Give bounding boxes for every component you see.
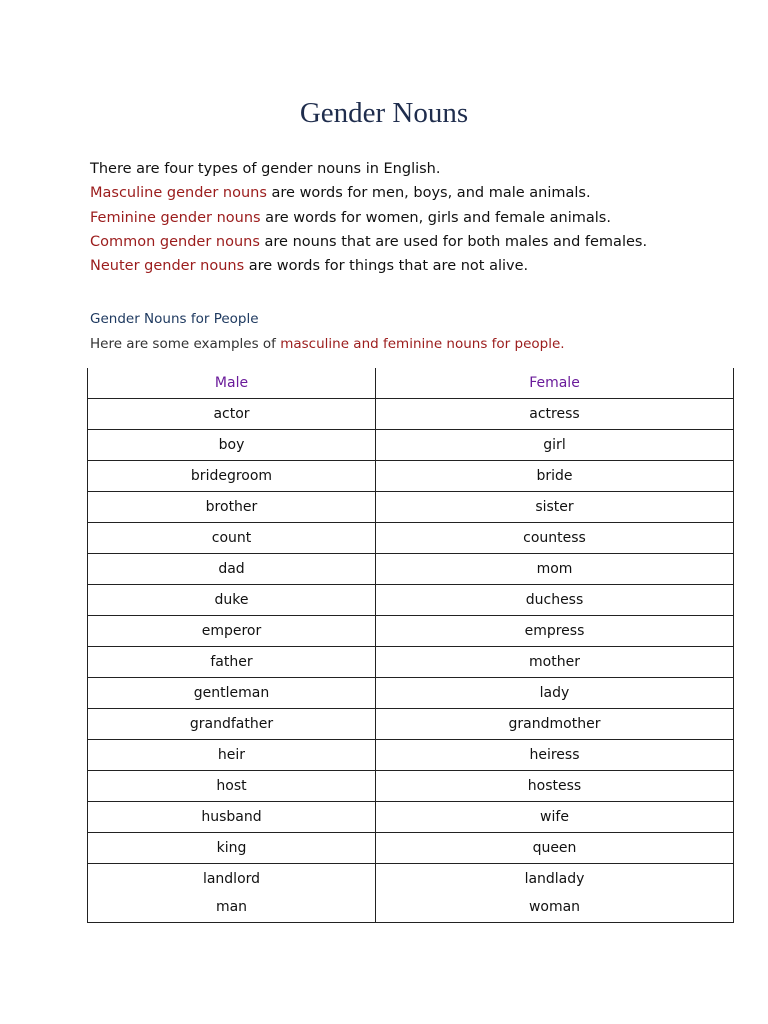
table-row bbox=[88, 771, 734, 802]
male-cell: duke bbox=[88, 585, 376, 616]
table-row bbox=[88, 802, 734, 833]
table-row bbox=[88, 523, 734, 554]
female-cell: girl bbox=[376, 430, 734, 461]
male-cell: heir bbox=[88, 740, 376, 771]
neuter-definition bbox=[90, 254, 750, 278]
section-subtitle-highlight: masculine and feminine nouns for people. bbox=[280, 336, 565, 352]
male-cell: emperor bbox=[88, 616, 376, 647]
masculine-term: Masculine gender nouns bbox=[90, 185, 267, 202]
gender-nouns-table bbox=[87, 368, 734, 923]
male-cell: king bbox=[88, 833, 376, 864]
table-header-row bbox=[88, 368, 734, 399]
female-cell: empress bbox=[376, 616, 734, 647]
male-cell: dad bbox=[88, 554, 376, 585]
table-row bbox=[88, 616, 734, 647]
male-cell: grandfather bbox=[88, 709, 376, 740]
female-cell: mom bbox=[376, 554, 734, 585]
table-row bbox=[88, 709, 734, 740]
female-cell: bride bbox=[376, 461, 734, 492]
neuter-desc: are words for things that are not alive. bbox=[244, 258, 529, 275]
section-heading: Gender Nouns for People bbox=[90, 311, 259, 327]
male-cell: host bbox=[88, 771, 376, 802]
table-row bbox=[88, 430, 734, 461]
table-row bbox=[88, 864, 734, 923]
female-cell: grandmother bbox=[376, 709, 734, 740]
female-cell: wife bbox=[376, 802, 734, 833]
male-word: landlord bbox=[202, 871, 261, 887]
section-subtitle bbox=[90, 334, 565, 354]
table-row bbox=[88, 461, 734, 492]
female-cell: queen bbox=[376, 833, 734, 864]
table-row bbox=[88, 678, 734, 709]
table-row bbox=[88, 833, 734, 864]
feminine-desc: are words for women, girls and female animals. bbox=[260, 209, 611, 226]
female-cell: hostess bbox=[376, 771, 734, 802]
header-female: Female bbox=[376, 368, 734, 399]
female-cell: sister bbox=[376, 492, 734, 523]
male-word: man bbox=[215, 899, 248, 915]
neuter-term: Neuter gender nouns bbox=[90, 258, 245, 275]
intro-line: There are four types of gender nouns in English. bbox=[90, 161, 441, 177]
common-desc: are nouns that are used for both males and females. bbox=[259, 233, 648, 250]
male-cell bbox=[88, 864, 376, 923]
male-cell: gentleman bbox=[88, 678, 376, 709]
feminine-term: Feminine gender nouns bbox=[90, 209, 261, 226]
male-cell: husband bbox=[88, 802, 376, 833]
female-cell: mother bbox=[376, 647, 734, 678]
female-cell: lady bbox=[376, 678, 734, 709]
male-cell: count bbox=[88, 523, 376, 554]
masculine-desc: are words for men, boys, and male animals. bbox=[266, 185, 591, 202]
female-cell bbox=[376, 864, 734, 923]
female-cell: duchess bbox=[376, 585, 734, 616]
common-term: Common gender nouns bbox=[90, 233, 260, 250]
male-cell: bridegroom bbox=[88, 461, 376, 492]
male-cell: brother bbox=[88, 492, 376, 523]
page-title: Gender Nouns bbox=[299, 97, 469, 129]
header-male: Male bbox=[88, 368, 376, 399]
female-cell: countess bbox=[376, 523, 734, 554]
intro-paragraph bbox=[90, 157, 750, 278]
female-word: landlady bbox=[524, 871, 585, 887]
table-row bbox=[88, 554, 734, 585]
male-cell: boy bbox=[88, 430, 376, 461]
female-word: woman bbox=[528, 899, 581, 915]
table-row bbox=[88, 740, 734, 771]
table-row bbox=[88, 647, 734, 678]
male-cell: actor bbox=[88, 399, 376, 430]
feminine-definition bbox=[90, 206, 750, 230]
female-cell: heiress bbox=[376, 740, 734, 771]
male-cell: father bbox=[88, 647, 376, 678]
table-row bbox=[88, 399, 734, 430]
table-row bbox=[88, 492, 734, 523]
masculine-definition bbox=[90, 181, 750, 205]
common-definition bbox=[90, 230, 750, 254]
section-subtitle-prefix: Here are some examples of bbox=[90, 336, 281, 352]
table-row bbox=[88, 585, 734, 616]
female-cell: actress bbox=[376, 399, 734, 430]
